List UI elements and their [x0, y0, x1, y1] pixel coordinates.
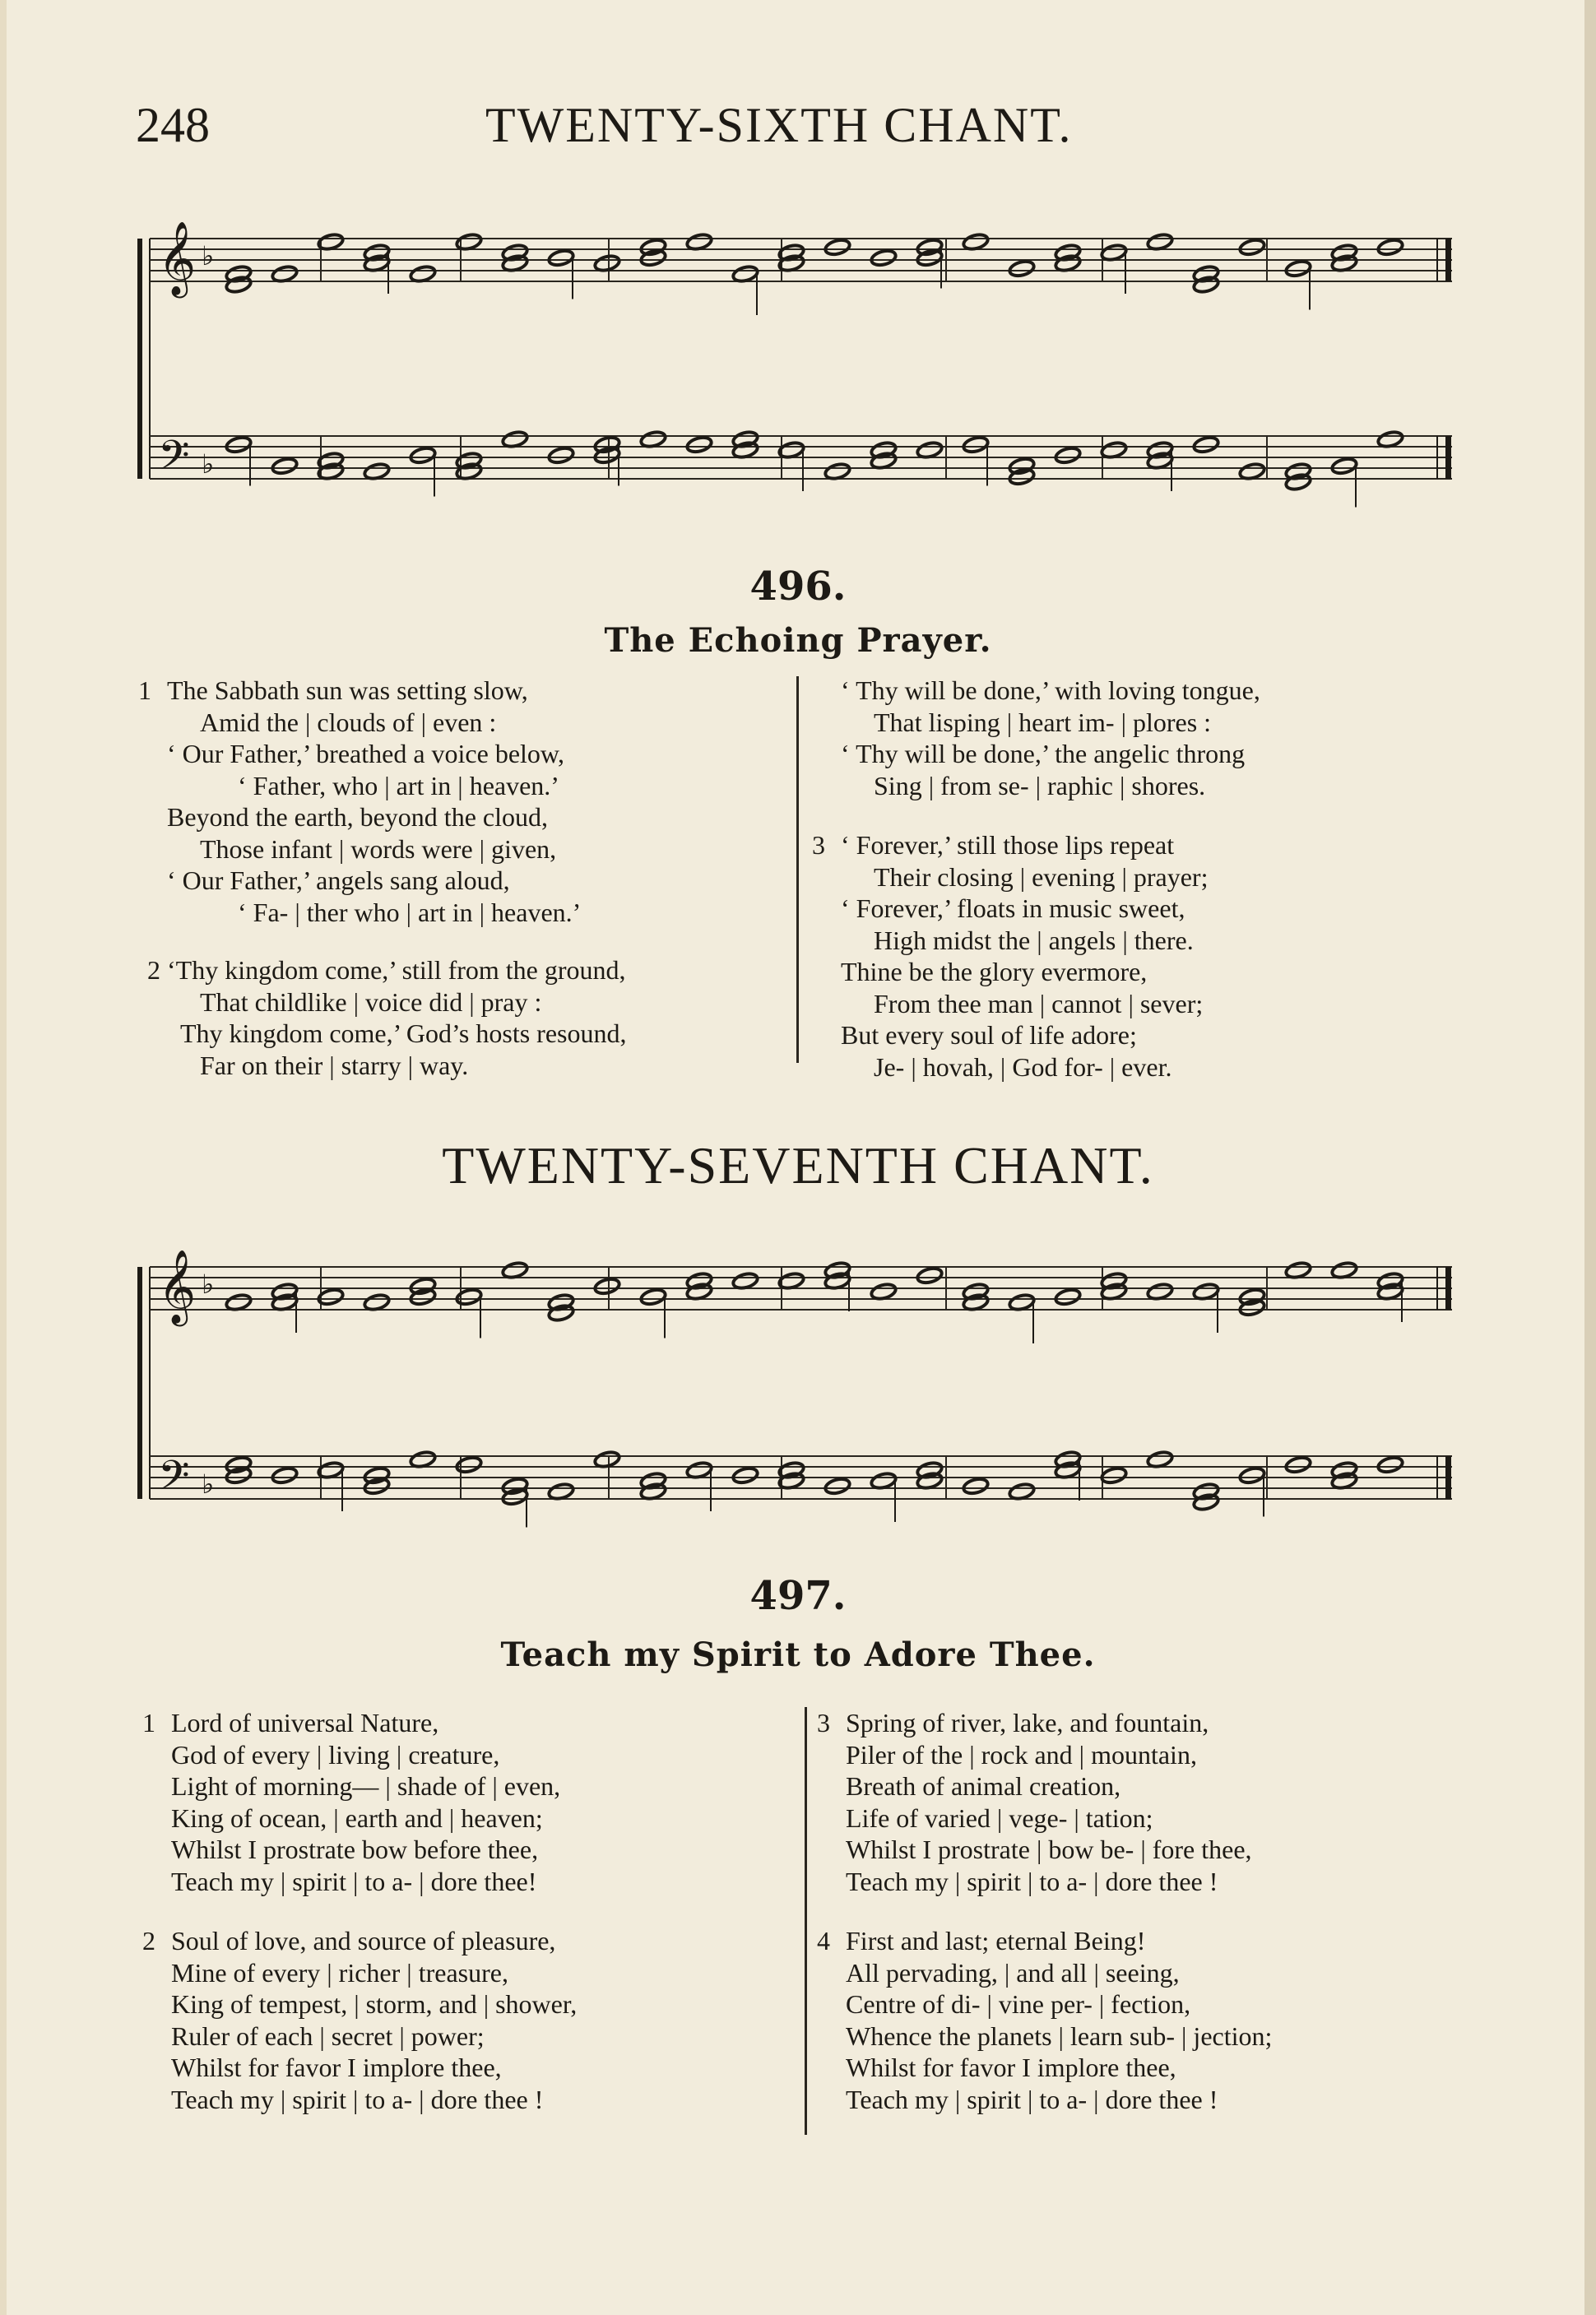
- whole-note: [225, 435, 252, 454]
- running-head: TWENTY-SIXTH CHANT.: [485, 98, 1073, 152]
- whole-note: [824, 238, 851, 257]
- verse-line: Those infant | words were | given,: [200, 833, 557, 864]
- whole-note: [1008, 259, 1035, 278]
- score-chant-26: [132, 197, 1468, 527]
- verse-line: Ruler of each | secret | power;: [171, 2020, 485, 2051]
- verse-line: Whilst I prostrate | bow be- | fore thee,: [846, 1835, 1252, 1864]
- whole-note: [916, 1266, 943, 1285]
- verse-line: Life of varied | vege- | tation;: [846, 1802, 1153, 1833]
- verse-line: Far on their | starry | way.: [200, 1050, 469, 1080]
- whole-note: [1284, 1455, 1311, 1474]
- verse-line: High midst the | angels | there.: [874, 925, 1194, 955]
- music-staff-system-26: [132, 197, 1468, 527]
- verse-line: Soul of love, and source of pleasure,: [171, 1926, 556, 1955]
- whole-note: [1376, 1455, 1403, 1474]
- verse-line: ‘Thy kingdom come,’ still from the ground,: [167, 955, 626, 985]
- whole-note: [1192, 435, 1219, 454]
- hymn-497-stanza-2: [142, 1925, 578, 2115]
- bass-clef: 𝄢: [158, 1452, 190, 1510]
- whole-note: [962, 435, 989, 454]
- verse-line: King of tempest, | storm, and | shower,: [171, 1989, 578, 2019]
- verse-line: That lisping | heart im- | plores :: [874, 707, 1212, 737]
- hymn-497-number: 497.: [749, 1573, 847, 1619]
- verse-line: Whence the planets | learn sub- | jection;: [846, 2020, 1273, 2051]
- hymn-497-title: Teach my Spirit to Adore Thee.: [500, 1635, 1096, 1674]
- verse-line: All pervading, | and all | seeing,: [846, 1957, 1180, 1988]
- whole-note: [685, 435, 712, 454]
- whole-note: [593, 1277, 620, 1296]
- verse-line: But every soul of life adore;: [841, 1020, 1137, 1050]
- whole-note: [824, 1477, 851, 1496]
- final-barline: [1445, 1267, 1451, 1310]
- verse-line: ‘ Forever,’ floats in music sweet,: [841, 893, 1185, 923]
- verse-line: ‘ Forever,’ still those lips repeat: [841, 830, 1175, 860]
- key-signature-flat: ♭: [202, 448, 215, 480]
- chant-27-heading: TWENTY-SEVENTH CHANT.: [442, 1136, 1154, 1195]
- whole-note: [639, 1287, 666, 1306]
- verse-line: Sing | from se- | raphic | shores.: [874, 770, 1206, 800]
- verse-line: The Sabbath sun was setting slow,: [167, 675, 528, 705]
- hymn-496-stanza-3: [812, 829, 1209, 1083]
- verse-line: Je- | hovah, | God for- | ever.: [874, 1051, 1172, 1082]
- verse-line: Amid the | clouds of | even :: [200, 707, 497, 737]
- hymn-497-stanza-3: [817, 1707, 1252, 1897]
- stanza-number: 3: [812, 830, 825, 860]
- whole-note: [271, 1466, 298, 1485]
- verse-line: Spring of river, lake, and fountain,: [846, 1708, 1209, 1737]
- whole-note: [455, 1455, 482, 1474]
- stanza-number: 1: [138, 675, 151, 705]
- verse-line: ‘ Fa- | ther who | art in | heaven.’: [238, 897, 582, 927]
- whole-note: [1100, 1466, 1127, 1485]
- final-barline: [1445, 1456, 1451, 1499]
- verse-line: Centre of di- | vine per- | fection,: [846, 1989, 1191, 2019]
- whole-note: [1238, 238, 1265, 257]
- verse-line: Thy kingdom come,’ God’s hosts resound,: [180, 1018, 627, 1048]
- treble-clef: 𝄞: [158, 221, 197, 295]
- whole-note: [1054, 1287, 1081, 1306]
- key-signature-flat: ♭: [202, 240, 215, 271]
- hymn-497-stanza-1: [142, 1707, 561, 1897]
- key-signature-flat: ♭: [202, 1468, 215, 1500]
- hymn-496-number: 496.: [749, 564, 847, 610]
- verse-line: Piler of the | rock and | mountain,: [846, 1739, 1197, 1770]
- verse-line: Teach my | spirit | to a- | dore thee !: [171, 2084, 544, 2114]
- whole-note: [547, 248, 574, 267]
- hymn-496-stanza-1: [138, 675, 582, 928]
- final-barline: [1445, 239, 1451, 281]
- key-signature-flat: ♭: [202, 1269, 215, 1300]
- whole-note: [1054, 446, 1081, 465]
- whole-note: [731, 1466, 759, 1485]
- hymn-496-title: The Echoing Prayer.: [604, 621, 992, 660]
- verse-line: Breath of animal creation,: [846, 1771, 1121, 1801]
- stanza-number: 3: [817, 1708, 830, 1737]
- verse-line: Teach my | spirit | to a- | dore thee !: [846, 2084, 1218, 2114]
- verse-line: King of ocean, | earth and | heaven;: [171, 1802, 543, 1833]
- whole-note: [870, 248, 897, 267]
- verse-line: Whilst for favor I implore thee,: [171, 2053, 502, 2082]
- stanza-number: 1: [142, 1708, 155, 1737]
- verse-line: ‘ Our Father,’ breathed a voice below,: [167, 739, 564, 768]
- verse-line: Thine be the glory evermore,: [841, 957, 1148, 986]
- bass-clef: 𝄢: [158, 432, 190, 489]
- hymn-496-stanza-2-cont: [841, 675, 1260, 801]
- verse-line: Their closing | evening | prayer;: [874, 861, 1209, 892]
- verse-line: ‘ Father, who | art in | heaven.’: [238, 770, 559, 800]
- treble-clef: 𝄞: [158, 1250, 197, 1324]
- stanza-number: 4: [817, 1926, 830, 1955]
- verse-line: Light of morning— | shade of | even,: [171, 1771, 561, 1801]
- verse-line: God of every | living | creature,: [171, 1739, 500, 1770]
- hymn-496-stanza-2: [147, 954, 627, 1081]
- column-rule: [796, 676, 799, 1063]
- whole-note: [1284, 259, 1311, 278]
- hymn-497-stanza-4: [817, 1925, 1273, 2115]
- page-number: 248: [136, 98, 210, 152]
- whole-note: [547, 446, 574, 465]
- verse-line: ‘ Thy will be done,’ with loving tongue,: [841, 675, 1260, 705]
- verse-line: First and last; eternal Being!: [846, 1926, 1146, 1955]
- stanza-number: 2: [142, 1926, 155, 1955]
- whole-note: [962, 1477, 989, 1496]
- verse-line: Beyond the earth, beyond the cloud,: [167, 802, 548, 832]
- verse-line: Teach my | spirit | to a- | dore thee !: [846, 1866, 1218, 1896]
- verse-line: Teach my | spirit | to a- | dore thee!: [171, 1866, 537, 1896]
- verse-line: From thee man | cannot | sever;: [874, 988, 1204, 1018]
- verse-line: Whilst I prostrate bow before thee,: [171, 1835, 539, 1864]
- verse-line: ‘ Our Father,’ angels sang aloud,: [167, 865, 510, 895]
- verse-line: Mine of every | richer | treasure,: [171, 1957, 508, 1988]
- whole-note: [271, 457, 298, 476]
- whole-note: [1330, 457, 1357, 476]
- verse-line: ‘ Thy will be done,’ the angelic throng: [841, 739, 1246, 768]
- verse-line: That childlike | voice did | pray :: [200, 986, 542, 1017]
- music-staff-system-27: [132, 1222, 1468, 1567]
- whole-note: [1376, 238, 1403, 257]
- whole-note: [455, 1287, 482, 1306]
- verse-line: Whilst for favor I implore thee,: [846, 2053, 1176, 2082]
- stanza-number: 2: [147, 955, 160, 985]
- column-rule: [805, 1707, 807, 2135]
- final-barline: [1445, 436, 1451, 479]
- whole-note: [409, 446, 436, 465]
- whole-note: [1238, 1466, 1265, 1485]
- verse-line: Lord of universal Nature,: [171, 1708, 439, 1737]
- score-chant-27: [132, 1222, 1468, 1567]
